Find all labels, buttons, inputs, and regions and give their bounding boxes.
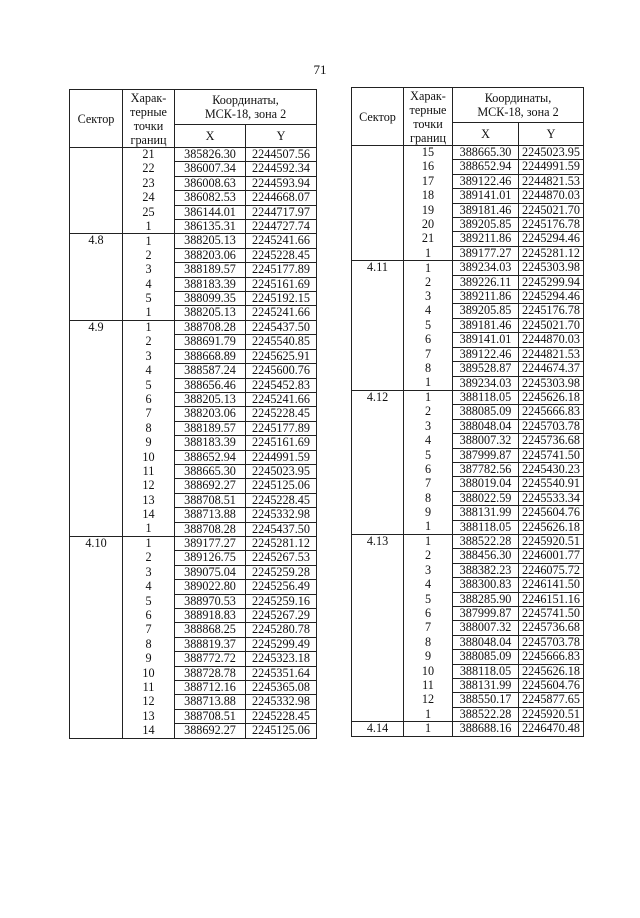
point-cell: 20 xyxy=(404,218,453,232)
x-cell: 388203.06 xyxy=(175,407,246,421)
y-cell: 2244674.37 xyxy=(519,362,584,376)
x-cell: 388918.83 xyxy=(175,609,246,623)
point-cell: 1 xyxy=(404,261,453,275)
point-cell: 5 xyxy=(404,318,453,332)
x-cell: 388712.16 xyxy=(175,681,246,695)
table-row xyxy=(70,234,317,248)
x-cell: 388692.27 xyxy=(175,479,246,493)
sector-cell xyxy=(352,146,404,261)
y-cell: 2245600.76 xyxy=(246,364,317,378)
header-coords xyxy=(453,88,584,123)
y-cell: 2246075.72 xyxy=(519,563,584,577)
x-cell: 388713.88 xyxy=(175,695,246,709)
x-cell: 389141.01 xyxy=(453,333,519,347)
x-cell: 389122.46 xyxy=(453,347,519,361)
y-cell: 2245303.98 xyxy=(519,261,584,275)
point-cell: 21 xyxy=(123,148,175,162)
y-cell: 2245437.50 xyxy=(246,522,317,536)
point-cell: 2 xyxy=(404,405,453,419)
x-cell: 388728.78 xyxy=(175,666,246,680)
point-cell: 17 xyxy=(404,174,453,188)
y-cell: 2245703.78 xyxy=(519,635,584,649)
y-cell: 2245626.18 xyxy=(519,664,584,678)
y-cell: 2244991.59 xyxy=(246,450,317,464)
table-body xyxy=(352,146,584,737)
point-cell: 9 xyxy=(123,436,175,450)
x-cell: 388772.72 xyxy=(175,652,246,666)
point-cell: 7 xyxy=(123,623,175,637)
point-cell: 2 xyxy=(123,248,175,262)
x-cell: 386135.31 xyxy=(175,220,246,234)
x-cell: 386144.01 xyxy=(175,205,246,219)
point-cell: 7 xyxy=(404,621,453,635)
x-cell: 388048.04 xyxy=(453,635,519,649)
x-cell: 388205.13 xyxy=(175,306,246,320)
x-cell: 388019.04 xyxy=(453,477,519,491)
x-cell: 389181.46 xyxy=(453,203,519,217)
point-cell: 11 xyxy=(404,679,453,693)
y-cell: 2245351.64 xyxy=(246,666,317,680)
x-cell: 387999.87 xyxy=(453,607,519,621)
x-cell: 388099.35 xyxy=(175,292,246,306)
point-cell: 18 xyxy=(404,189,453,203)
point-cell: 1 xyxy=(404,520,453,534)
x-cell: 389022.80 xyxy=(175,580,246,594)
x-cell: 388285.90 xyxy=(453,592,519,606)
point-cell: 8 xyxy=(123,637,175,651)
header-y: Y xyxy=(246,125,317,148)
x-cell: 389211.86 xyxy=(453,232,519,246)
sector-cell: 4.11 xyxy=(352,261,404,391)
x-cell: 388970.53 xyxy=(175,594,246,608)
x-cell: 388665.30 xyxy=(453,146,519,160)
header-points-line: границ xyxy=(130,132,167,147)
table-header xyxy=(70,90,317,148)
point-cell: 6 xyxy=(123,609,175,623)
y-cell: 2245228.45 xyxy=(246,407,317,421)
y-cell: 2246470.48 xyxy=(519,722,584,736)
x-cell: 386007.34 xyxy=(175,162,246,176)
point-cell: 15 xyxy=(404,146,453,160)
y-cell: 2244870.03 xyxy=(519,333,584,347)
y-cell: 2246001.77 xyxy=(519,549,584,563)
y-cell: 2244727.74 xyxy=(246,220,317,234)
point-cell: 19 xyxy=(404,203,453,217)
point-cell: 21 xyxy=(404,232,453,246)
table-row xyxy=(352,722,584,736)
y-cell: 2245323.18 xyxy=(246,652,317,666)
y-cell: 2245177.89 xyxy=(246,263,317,277)
y-cell: 2245294.46 xyxy=(519,232,584,246)
coordinates-table-left xyxy=(69,89,317,739)
y-cell: 2245365.08 xyxy=(246,681,317,695)
point-cell: 6 xyxy=(404,333,453,347)
point-cell: 2 xyxy=(123,335,175,349)
header-points-line: терные xyxy=(409,102,447,117)
point-cell: 22 xyxy=(123,162,175,176)
point-cell: 11 xyxy=(123,681,175,695)
x-cell: 388692.27 xyxy=(175,724,246,738)
point-cell: 1 xyxy=(123,234,175,248)
point-cell: 13 xyxy=(123,709,175,723)
x-cell: 388205.13 xyxy=(175,234,246,248)
y-cell: 2245281.12 xyxy=(519,246,584,260)
y-cell: 2245533.34 xyxy=(519,491,584,505)
point-cell: 7 xyxy=(123,407,175,421)
header-points xyxy=(123,90,175,148)
point-cell: 6 xyxy=(404,462,453,476)
x-cell: 389211.86 xyxy=(453,290,519,304)
y-cell: 2245241.66 xyxy=(246,234,317,248)
y-cell: 2244592.34 xyxy=(246,162,317,176)
x-cell: 388131.99 xyxy=(453,506,519,520)
y-cell: 2245604.76 xyxy=(519,506,584,520)
y-cell: 2245920.51 xyxy=(519,534,584,548)
coordinates-table-right xyxy=(351,87,584,737)
x-cell: 388708.51 xyxy=(175,709,246,723)
y-cell: 2245736.68 xyxy=(519,434,584,448)
header-coords xyxy=(175,90,317,125)
x-cell: 388183.39 xyxy=(175,277,246,291)
x-cell: 388652.94 xyxy=(453,160,519,174)
x-cell: 388688.16 xyxy=(453,722,519,736)
x-cell: 388300.83 xyxy=(453,578,519,592)
table-row xyxy=(352,534,584,548)
table-row xyxy=(352,146,584,160)
y-cell: 2245452.83 xyxy=(246,378,317,392)
point-cell: 13 xyxy=(123,493,175,507)
y-cell: 2245259.28 xyxy=(246,565,317,579)
point-cell: 3 xyxy=(123,263,175,277)
y-cell: 2245176.78 xyxy=(519,218,584,232)
x-cell: 388708.28 xyxy=(175,522,246,536)
y-cell: 2244717.97 xyxy=(246,205,317,219)
y-cell: 2245666.83 xyxy=(519,650,584,664)
point-cell: 7 xyxy=(404,477,453,491)
y-cell: 2245267.53 xyxy=(246,551,317,565)
y-cell: 2245241.66 xyxy=(246,392,317,406)
header-points-line: Харак- xyxy=(130,90,167,105)
y-cell: 2245228.45 xyxy=(246,493,317,507)
y-cell: 2245741.50 xyxy=(519,607,584,621)
table-body xyxy=(70,148,317,739)
x-cell: 388587.24 xyxy=(175,364,246,378)
sector-cell: 4.10 xyxy=(70,536,123,738)
point-cell: 1 xyxy=(404,722,453,736)
point-cell: 1 xyxy=(404,707,453,721)
point-cell: 1 xyxy=(123,320,175,334)
x-cell: 388668.89 xyxy=(175,349,246,363)
x-cell: 388085.09 xyxy=(453,405,519,419)
x-cell: 388007.32 xyxy=(453,434,519,448)
header-points-line: точки xyxy=(133,118,164,133)
y-cell: 2245437.50 xyxy=(246,320,317,334)
x-cell: 388183.39 xyxy=(175,436,246,450)
point-cell: 1 xyxy=(123,220,175,234)
x-cell: 388118.05 xyxy=(453,390,519,404)
x-cell: 388868.25 xyxy=(175,623,246,637)
y-cell: 2245736.68 xyxy=(519,621,584,635)
x-cell: 388456.30 xyxy=(453,549,519,563)
point-cell: 4 xyxy=(123,364,175,378)
sector-cell: 4.8 xyxy=(70,234,123,320)
x-cell: 388189.57 xyxy=(175,421,246,435)
y-cell: 2245125.06 xyxy=(246,724,317,738)
x-cell: 388189.57 xyxy=(175,263,246,277)
point-cell: 10 xyxy=(123,450,175,464)
header-x: X xyxy=(175,125,246,148)
x-cell: 388118.05 xyxy=(453,664,519,678)
x-cell: 388118.05 xyxy=(453,520,519,534)
point-cell: 3 xyxy=(404,290,453,304)
point-cell: 4 xyxy=(404,434,453,448)
point-cell: 9 xyxy=(123,652,175,666)
y-cell: 2246141.50 xyxy=(519,578,584,592)
header-points-line: Харак- xyxy=(410,88,446,103)
y-cell: 2245281.12 xyxy=(246,536,317,550)
table-row xyxy=(70,536,317,550)
y-cell: 2245332.98 xyxy=(246,695,317,709)
y-cell: 2245332.98 xyxy=(246,508,317,522)
x-cell: 386008.63 xyxy=(175,176,246,190)
sector-cell: 4.9 xyxy=(70,320,123,536)
y-cell: 2245666.83 xyxy=(519,405,584,419)
y-cell: 2245625.91 xyxy=(246,349,317,363)
point-cell: 1 xyxy=(404,376,453,390)
header-coords-line: Координаты, xyxy=(484,91,552,105)
sector-cell: 4.14 xyxy=(352,722,404,736)
header-points-line: границ xyxy=(409,130,447,145)
point-cell: 1 xyxy=(123,306,175,320)
x-cell: 388708.51 xyxy=(175,493,246,507)
point-cell: 14 xyxy=(123,724,175,738)
x-cell: 389122.46 xyxy=(453,174,519,188)
y-cell: 2245241.66 xyxy=(246,306,317,320)
x-cell: 388022.59 xyxy=(453,491,519,505)
y-cell: 2245023.95 xyxy=(246,464,317,478)
x-cell: 387782.56 xyxy=(453,462,519,476)
y-cell: 2245540.91 xyxy=(519,477,584,491)
header-points xyxy=(404,88,453,146)
x-cell: 388522.28 xyxy=(453,534,519,548)
point-cell: 5 xyxy=(404,448,453,462)
point-cell: 11 xyxy=(123,464,175,478)
y-cell: 2245267.29 xyxy=(246,609,317,623)
y-cell: 2245125.06 xyxy=(246,479,317,493)
point-cell: 8 xyxy=(404,362,453,376)
table-row xyxy=(352,390,584,404)
y-cell: 2244668.07 xyxy=(246,191,317,205)
table-row xyxy=(70,320,317,334)
x-cell: 386082.53 xyxy=(175,191,246,205)
y-cell: 2245741.50 xyxy=(519,448,584,462)
header-coords-line: МСК-18, зона 2 xyxy=(477,105,559,119)
y-cell: 2245626.18 xyxy=(519,520,584,534)
point-cell: 10 xyxy=(123,666,175,680)
header-points-line: точки xyxy=(413,116,443,131)
x-cell: 389181.46 xyxy=(453,318,519,332)
x-cell: 385826.30 xyxy=(175,148,246,162)
x-cell: 389075.04 xyxy=(175,565,246,579)
y-cell: 2245177.89 xyxy=(246,421,317,435)
x-cell: 388656.46 xyxy=(175,378,246,392)
point-cell: 12 xyxy=(123,479,175,493)
y-cell: 2244821.53 xyxy=(519,174,584,188)
x-cell: 388205.13 xyxy=(175,392,246,406)
point-cell: 12 xyxy=(123,695,175,709)
x-cell: 389177.27 xyxy=(453,246,519,260)
point-cell: 5 xyxy=(123,292,175,306)
point-cell: 1 xyxy=(404,534,453,548)
point-cell: 3 xyxy=(404,563,453,577)
x-cell: 388819.37 xyxy=(175,637,246,651)
x-cell: 388382.23 xyxy=(453,563,519,577)
point-cell: 5 xyxy=(123,594,175,608)
x-cell: 388550.17 xyxy=(453,693,519,707)
y-cell: 2245430.23 xyxy=(519,462,584,476)
x-cell: 388665.30 xyxy=(175,464,246,478)
x-cell: 389126.75 xyxy=(175,551,246,565)
y-cell: 2244507.56 xyxy=(246,148,317,162)
y-cell: 2245259.16 xyxy=(246,594,317,608)
x-cell: 388131.99 xyxy=(453,679,519,693)
header-coords-line: МСК-18, зона 2 xyxy=(204,107,287,121)
y-cell: 2245021.70 xyxy=(519,318,584,332)
point-cell: 2 xyxy=(123,551,175,565)
x-cell: 389226.11 xyxy=(453,275,519,289)
y-cell: 2245877.65 xyxy=(519,693,584,707)
point-cell: 16 xyxy=(404,160,453,174)
table-header xyxy=(352,88,584,146)
point-cell: 4 xyxy=(404,304,453,318)
point-cell: 4 xyxy=(123,580,175,594)
point-cell: 4 xyxy=(123,277,175,291)
y-cell: 2245228.45 xyxy=(246,248,317,262)
y-cell: 2245299.49 xyxy=(246,637,317,651)
y-cell: 2245228.45 xyxy=(246,709,317,723)
page-number: 71 xyxy=(313,62,327,77)
y-cell: 2246151.16 xyxy=(519,592,584,606)
point-cell: 3 xyxy=(404,419,453,433)
point-cell: 6 xyxy=(404,607,453,621)
y-cell: 2245540.85 xyxy=(246,335,317,349)
point-cell: 23 xyxy=(123,176,175,190)
header-x: X xyxy=(453,123,519,146)
point-cell: 1 xyxy=(404,246,453,260)
point-cell: 2 xyxy=(404,275,453,289)
point-cell: 1 xyxy=(404,390,453,404)
x-cell: 388691.79 xyxy=(175,335,246,349)
x-cell: 389234.03 xyxy=(453,376,519,390)
table-row xyxy=(70,148,317,162)
x-cell: 388203.06 xyxy=(175,248,246,262)
y-cell: 2245604.76 xyxy=(519,679,584,693)
x-cell: 388085.09 xyxy=(453,650,519,664)
x-cell: 389234.03 xyxy=(453,261,519,275)
point-cell: 4 xyxy=(404,578,453,592)
point-cell: 12 xyxy=(404,693,453,707)
point-cell: 5 xyxy=(123,378,175,392)
y-cell: 2245023.95 xyxy=(519,146,584,160)
point-cell: 3 xyxy=(123,349,175,363)
point-cell: 8 xyxy=(404,635,453,649)
y-cell: 2245161.69 xyxy=(246,277,317,291)
y-cell: 2245161.69 xyxy=(246,436,317,450)
point-cell: 8 xyxy=(123,421,175,435)
y-cell: 2245703.78 xyxy=(519,419,584,433)
header-points-line: терные xyxy=(130,104,167,119)
x-cell: 388652.94 xyxy=(175,450,246,464)
y-cell: 2245920.51 xyxy=(519,707,584,721)
x-cell: 389177.27 xyxy=(175,536,246,550)
x-cell: 387999.87 xyxy=(453,448,519,462)
y-cell: 2245294.46 xyxy=(519,290,584,304)
y-cell: 2244870.03 xyxy=(519,189,584,203)
point-cell: 9 xyxy=(404,650,453,664)
sector-cell: 4.12 xyxy=(352,390,404,534)
y-cell: 2244821.53 xyxy=(519,347,584,361)
point-cell: 8 xyxy=(404,491,453,505)
header-y: Y xyxy=(519,123,584,146)
x-cell: 389205.85 xyxy=(453,218,519,232)
point-cell: 10 xyxy=(404,664,453,678)
point-cell: 24 xyxy=(123,191,175,205)
x-cell: 388713.88 xyxy=(175,508,246,522)
point-cell: 14 xyxy=(123,508,175,522)
y-cell: 2245256.49 xyxy=(246,580,317,594)
x-cell: 389205.85 xyxy=(453,304,519,318)
point-cell: 9 xyxy=(404,506,453,520)
header-sector: Сектор xyxy=(352,88,404,146)
y-cell: 2245303.98 xyxy=(519,376,584,390)
point-cell: 2 xyxy=(404,549,453,563)
y-cell: 2244991.59 xyxy=(519,160,584,174)
table-row xyxy=(352,261,584,275)
header-sector: Сектор xyxy=(70,90,123,148)
x-cell: 388522.28 xyxy=(453,707,519,721)
header-coords-line: Координаты, xyxy=(212,93,279,107)
point-cell: 1 xyxy=(123,522,175,536)
x-cell: 388708.28 xyxy=(175,320,246,334)
sector-cell: 4.13 xyxy=(352,534,404,721)
point-cell: 3 xyxy=(123,565,175,579)
x-cell: 389141.01 xyxy=(453,189,519,203)
y-cell: 2245192.15 xyxy=(246,292,317,306)
point-cell: 6 xyxy=(123,392,175,406)
y-cell: 2245176.78 xyxy=(519,304,584,318)
x-cell: 388007.32 xyxy=(453,621,519,635)
x-cell: 388048.04 xyxy=(453,419,519,433)
point-cell: 25 xyxy=(123,205,175,219)
point-cell: 1 xyxy=(123,536,175,550)
sector-cell xyxy=(70,148,123,234)
x-cell: 389528.87 xyxy=(453,362,519,376)
y-cell: 2244593.94 xyxy=(246,176,317,190)
y-cell: 2245021.70 xyxy=(519,203,584,217)
y-cell: 2245299.94 xyxy=(519,275,584,289)
point-cell: 7 xyxy=(404,347,453,361)
y-cell: 2245280.78 xyxy=(246,623,317,637)
y-cell: 2245626.18 xyxy=(519,390,584,404)
point-cell: 5 xyxy=(404,592,453,606)
